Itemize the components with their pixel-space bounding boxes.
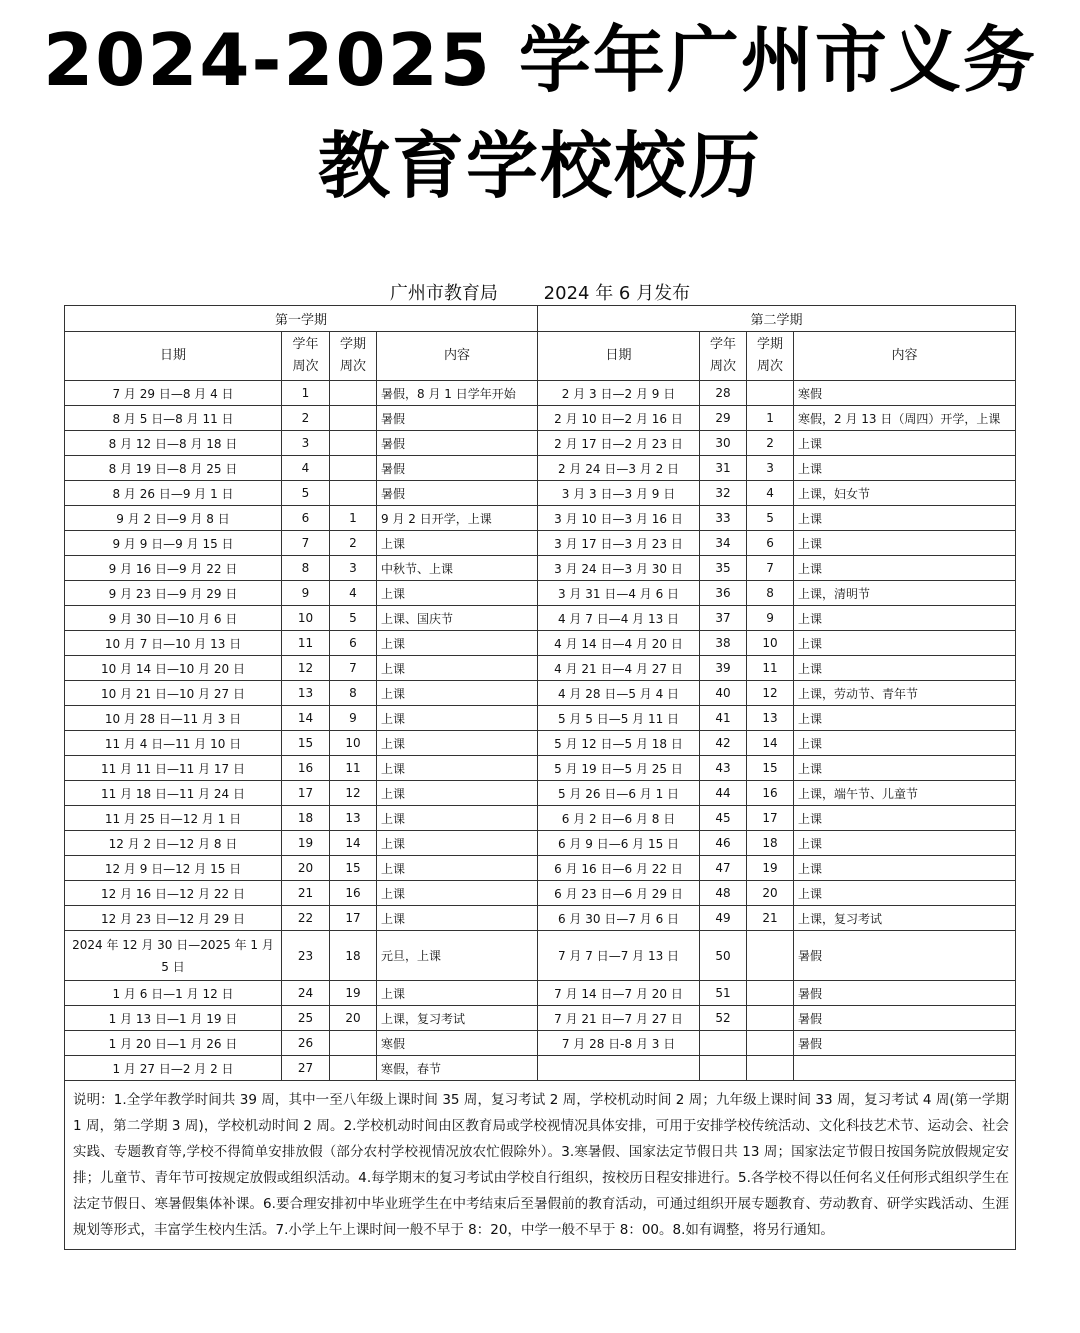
sem2-term-week: 10 (747, 631, 794, 656)
sem2-content: 上课，清明节 (794, 581, 1016, 606)
sem1-year-week: 8 (282, 556, 330, 581)
sem1-year-week: 7 (282, 531, 330, 556)
sem1-content: 9 月 2 日开学，上课 (377, 506, 538, 531)
sem2-content: 上课 (794, 881, 1016, 906)
sem1-term-week: 12 (330, 781, 377, 806)
sem2-date: 7 月 28 日-8 月 3 日 (538, 1031, 700, 1056)
table-row (65, 881, 1016, 906)
semester2-label: 第二学期 (538, 306, 1016, 332)
sem2-year-week: 42 (700, 731, 747, 756)
sem2-term-week: 9 (747, 606, 794, 631)
school-calendar-table (64, 305, 1016, 1250)
table-row (65, 531, 1016, 556)
note-row (65, 1081, 1016, 1250)
sem2-year-week: 34 (700, 531, 747, 556)
sem2-content: 暑假 (794, 1031, 1016, 1056)
table-row (65, 631, 1016, 656)
sem2-year-week: 39 (700, 656, 747, 681)
sem1-date: 7 月 29 日—8 月 4 日 (65, 381, 282, 406)
sem2-year-week: 48 (700, 881, 747, 906)
sem1-content: 暑假，8 月 1 日学年开始 (377, 381, 538, 406)
sem2-year-week: 36 (700, 581, 747, 606)
sem2-year-week: 47 (700, 856, 747, 881)
page-title-line1: 2024-2025 学年广州市义务 (43, 18, 1037, 102)
page-title-line2: 教育学校校历 (317, 124, 762, 208)
sem1-content: 上课 (377, 981, 538, 1006)
sem1-term-week: 3 (330, 556, 377, 581)
sem1-term-week: 5 (330, 606, 377, 631)
sem2-year-week: 35 (700, 556, 747, 581)
sem2-date (538, 1056, 700, 1081)
sem2-year-week: 38 (700, 631, 747, 656)
sem2-date: 6 月 23 日—6 月 29 日 (538, 881, 700, 906)
sem2-year-week: 40 (700, 681, 747, 706)
sem1-year-week: 13 (282, 681, 330, 706)
sem2-date: 3 月 24 日—3 月 30 日 (538, 556, 700, 581)
sem2-term-week (747, 931, 794, 981)
sem2-date: 3 月 31 日—4 月 6 日 (538, 581, 700, 606)
sem2-term-week: 3 (747, 456, 794, 481)
sem1-term-week: 2 (330, 531, 377, 556)
sem2-content: 上课 (794, 631, 1016, 656)
sem1-content: 上课 (377, 681, 538, 706)
sem1-year-week: 12 (282, 656, 330, 681)
sem2-date: 5 月 26 日—6 月 1 日 (538, 781, 700, 806)
sem2-year-week: 33 (700, 506, 747, 531)
sem2-content: 上课 (794, 656, 1016, 681)
sem1-term-week (330, 456, 377, 481)
table-row (65, 1031, 1016, 1056)
sem1-year-week: 3 (282, 431, 330, 456)
sem2-year-week: 45 (700, 806, 747, 831)
sem2-date: 3 月 3 日—3 月 9 日 (538, 481, 700, 506)
sem1-date: 11 月 11 日—11 月 17 日 (65, 756, 282, 781)
sem2-content: 上课 (794, 706, 1016, 731)
sem2-content: 上课，端午节、儿童节 (794, 781, 1016, 806)
sem1-term-week: 7 (330, 656, 377, 681)
table-row (65, 381, 1016, 406)
sem1-year-week: 25 (282, 1006, 330, 1031)
sem1-term-week: 4 (330, 581, 377, 606)
sem2-content: 上课 (794, 831, 1016, 856)
sem1-date: 8 月 19 日—8 月 25 日 (65, 456, 282, 481)
sem2-term-week: 17 (747, 806, 794, 831)
sem1-year-week: 26 (282, 1031, 330, 1056)
sem1-term-week: 20 (330, 1006, 377, 1031)
sem2-term-week: 5 (747, 506, 794, 531)
table-row (65, 431, 1016, 456)
sem1-term-week: 8 (330, 681, 377, 706)
table-row (65, 581, 1016, 606)
sem1-content: 上课 (377, 581, 538, 606)
sem2-content: 上课 (794, 431, 1016, 456)
sem2-year-week: 43 (700, 756, 747, 781)
sem2-year-week: 41 (700, 706, 747, 731)
sem2-term-week: 19 (747, 856, 794, 881)
sem1-year-week: 10 (282, 606, 330, 631)
semester-header-row (65, 306, 1016, 332)
sem2-date: 4 月 14 日—4 月 20 日 (538, 631, 700, 656)
sem2-content: 上课 (794, 556, 1016, 581)
sem1-term-week (330, 381, 377, 406)
sem2-term-week: 15 (747, 756, 794, 781)
sem2-date: 7 月 7 日—7 月 13 日 (538, 931, 700, 981)
sem1-date: 12 月 2 日—12 月 8 日 (65, 831, 282, 856)
sem1-date: 10 月 7 日—10 月 13 日 (65, 631, 282, 656)
sem2-date: 5 月 12 日—5 月 18 日 (538, 731, 700, 756)
header-term-week: 学期 周次 (747, 332, 794, 381)
column-header-row (65, 332, 1016, 381)
sem2-date: 6 月 2 日—6 月 8 日 (538, 806, 700, 831)
sem2-term-week: 11 (747, 656, 794, 681)
sem2-date: 5 月 19 日—5 月 25 日 (538, 756, 700, 781)
sem1-content: 元旦，上课 (377, 931, 538, 981)
table-row (65, 506, 1016, 531)
sem1-year-week: 16 (282, 756, 330, 781)
sem2-year-week: 49 (700, 906, 747, 931)
sem1-date: 10 月 14 日—10 月 20 日 (65, 656, 282, 681)
sem2-year-week: 31 (700, 456, 747, 481)
table-row (65, 656, 1016, 681)
sem2-year-week: 30 (700, 431, 747, 456)
sem1-date: 12 月 16 日—12 月 22 日 (65, 881, 282, 906)
sem2-term-week: 16 (747, 781, 794, 806)
sem2-content: 上课 (794, 756, 1016, 781)
sem2-term-week (747, 1056, 794, 1081)
sem1-year-week: 9 (282, 581, 330, 606)
sem1-year-week: 18 (282, 806, 330, 831)
sem1-term-week: 17 (330, 906, 377, 931)
sem2-content: 上课，妇女节 (794, 481, 1016, 506)
sem1-year-week: 6 (282, 506, 330, 531)
sem1-content: 上课 (377, 856, 538, 881)
sem2-date: 2 月 17 日—2 月 23 日 (538, 431, 700, 456)
sem1-content: 暑假 (377, 456, 538, 481)
sem2-content: 上课，复习考试 (794, 906, 1016, 931)
sem1-year-week: 1 (282, 381, 330, 406)
sem1-content: 上课 (377, 806, 538, 831)
sem1-term-week: 6 (330, 631, 377, 656)
sem1-date: 1 月 27 日—2 月 2 日 (65, 1056, 282, 1081)
table-row (65, 981, 1016, 1006)
sem1-content: 上课 (377, 781, 538, 806)
sem2-content: 寒假 (794, 381, 1016, 406)
sem2-term-week: 20 (747, 881, 794, 906)
sem1-date: 11 月 4 日—11 月 10 日 (65, 731, 282, 756)
sem1-year-week: 24 (282, 981, 330, 1006)
sem1-term-week (330, 406, 377, 431)
sem1-term-week (330, 1056, 377, 1081)
table-row (65, 781, 1016, 806)
sem1-term-week: 14 (330, 831, 377, 856)
sem2-term-week (747, 981, 794, 1006)
sem1-term-week (330, 431, 377, 456)
sem1-year-week: 2 (282, 406, 330, 431)
sem2-date: 5 月 5 日—5 月 11 日 (538, 706, 700, 731)
sem2-content: 上课 (794, 856, 1016, 881)
sem2-term-week (747, 381, 794, 406)
table-row (65, 931, 1016, 981)
sem2-term-week: 7 (747, 556, 794, 581)
sem1-term-week: 13 (330, 806, 377, 831)
sem2-term-week: 14 (747, 731, 794, 756)
sem2-year-week: 51 (700, 981, 747, 1006)
sem1-date: 11 月 18 日—11 月 24 日 (65, 781, 282, 806)
sem1-content: 暑假 (377, 406, 538, 431)
sem2-content: 暑假 (794, 981, 1016, 1006)
table-row (65, 906, 1016, 931)
sem2-content: 上课 (794, 506, 1016, 531)
table-row (65, 481, 1016, 506)
sem1-date: 12 月 9 日—12 月 15 日 (65, 856, 282, 881)
sem1-term-week: 1 (330, 506, 377, 531)
sem2-year-week: 29 (700, 406, 747, 431)
sem2-year-week (700, 1056, 747, 1081)
sem1-content: 上课、国庆节 (377, 606, 538, 631)
header-content: 内容 (794, 332, 1016, 381)
sem2-year-week: 37 (700, 606, 747, 631)
sem2-date: 7 月 21 日—7 月 27 日 (538, 1006, 700, 1031)
sem2-year-week (700, 1031, 747, 1056)
sem1-year-week: 4 (282, 456, 330, 481)
semester1-label: 第一学期 (65, 306, 538, 332)
sem2-content (794, 1056, 1016, 1081)
sem2-date: 2 月 10 日—2 月 16 日 (538, 406, 700, 431)
sem1-term-week (330, 1031, 377, 1056)
sem2-date: 3 月 10 日—3 月 16 日 (538, 506, 700, 531)
sem2-term-week: 21 (747, 906, 794, 931)
sem1-date: 2024 年 12 月 30 日—2025 年 1 月 5 日 (65, 931, 282, 981)
sem1-year-week: 14 (282, 706, 330, 731)
sem2-year-week: 50 (700, 931, 747, 981)
header-term-week: 学期 周次 (330, 332, 377, 381)
sem2-content: 上课 (794, 531, 1016, 556)
sem2-date: 6 月 30 日—7 月 6 日 (538, 906, 700, 931)
sem2-term-week: 6 (747, 531, 794, 556)
header-date: 日期 (65, 332, 282, 381)
sem1-year-week: 17 (282, 781, 330, 806)
sem2-date: 2 月 3 日—2 月 9 日 (538, 381, 700, 406)
sem2-term-week: 8 (747, 581, 794, 606)
sem2-term-week (747, 1031, 794, 1056)
sem2-year-week: 28 (700, 381, 747, 406)
sem1-date: 8 月 5 日—8 月 11 日 (65, 406, 282, 431)
sem1-term-week: 15 (330, 856, 377, 881)
sem1-content: 上课 (377, 531, 538, 556)
header-content: 内容 (377, 332, 538, 381)
sem2-term-week: 4 (747, 481, 794, 506)
sem1-content: 上课 (377, 906, 538, 931)
sem1-date: 10 月 21 日—10 月 27 日 (65, 681, 282, 706)
sem1-date: 9 月 2 日—9 月 8 日 (65, 506, 282, 531)
table-row (65, 731, 1016, 756)
sem1-term-week: 9 (330, 706, 377, 731)
sem2-term-week: 18 (747, 831, 794, 856)
sem1-date: 1 月 6 日—1 月 12 日 (65, 981, 282, 1006)
sem2-content: 上课 (794, 456, 1016, 481)
sem2-date: 3 月 17 日—3 月 23 日 (538, 531, 700, 556)
publisher-line (0, 279, 1080, 305)
table-row (65, 806, 1016, 831)
sem1-date: 9 月 30 日—10 月 6 日 (65, 606, 282, 631)
sem1-year-week: 20 (282, 856, 330, 881)
sem1-date: 1 月 13 日—1 月 19 日 (65, 1006, 282, 1031)
sem2-content: 上课 (794, 606, 1016, 631)
sem1-date: 10 月 28 日—11 月 3 日 (65, 706, 282, 731)
sem1-year-week: 11 (282, 631, 330, 656)
header-year-week: 学年 周次 (700, 332, 747, 381)
notes: 说明：1.全学年教学时间共 39 周，其中一至八年级上课时间 35 周，复习考试 2 周，学校机动时间 2 周；九年级上课时间 33 周，复习考试 4 周(第一学期 1 周，第二学期 3 周)，学校机动时间 2 周。2.学校机动时间由区教育局或学校视情况具体安排，可用于安排学校传统活动、文化科技艺术节、运动会、社会实践、专题教育等,学校不得简单安排放假（部分农村学校视情况放农忙假除外）。3.寒暑假、国家法定节假日共 13 周；国家法定节假日按国务院放假规定安排；儿童节、青年节可按规定放假或组织活动。4.每学期末的复习考试由学校自行组织，按校历日程安排进行。5.各学校不得以任何名义任何形式组织学生在法定节假日、寒暑假集体补课。6.要合理安排初中毕业班学生在中考结束后至暑假前的教育活动，可通过组织开展专题教育、劳动教育、研学实践活动、生涯规划等形式，丰富学生校内生活。7.小学上午上课时间一般不早于 8：20，中学一般不早于 8：00。8.如有调整，将另行通知。 (65, 1081, 1016, 1250)
sem2-date: 4 月 7 日—4 月 13 日 (538, 606, 700, 631)
sem2-term-week (747, 1006, 794, 1031)
sem2-term-week: 12 (747, 681, 794, 706)
table-row (65, 756, 1016, 781)
sem2-content: 寒假，2 月 13 日（周四）开学，上课 (794, 406, 1016, 431)
sem2-year-week: 44 (700, 781, 747, 806)
sem1-year-week: 21 (282, 881, 330, 906)
sem2-content: 暑假 (794, 931, 1016, 981)
sem1-term-week (330, 481, 377, 506)
sem1-year-week: 19 (282, 831, 330, 856)
sem1-content: 中秋节、上课 (377, 556, 538, 581)
sem1-year-week: 23 (282, 931, 330, 981)
sem2-year-week: 32 (700, 481, 747, 506)
sem2-date: 4 月 21 日—4 月 27 日 (538, 656, 700, 681)
sem2-content: 暑假 (794, 1006, 1016, 1031)
table-row (65, 456, 1016, 481)
publisher-org: 广州市教育局 (389, 283, 498, 304)
sem1-term-week: 10 (330, 731, 377, 756)
table-row (65, 556, 1016, 581)
sem2-term-week: 13 (747, 706, 794, 731)
sem1-term-week: 18 (330, 931, 377, 981)
sem1-content: 暑假 (377, 481, 538, 506)
publish-date: 2024 年 6 月发布 (543, 283, 691, 304)
sem1-date: 1 月 20 日—1 月 26 日 (65, 1031, 282, 1056)
table-row (65, 831, 1016, 856)
sem2-date: 7 月 14 日—7 月 20 日 (538, 981, 700, 1006)
header-year-week: 学年 周次 (282, 332, 330, 381)
sem1-date: 12 月 23 日—12 月 29 日 (65, 906, 282, 931)
sem1-date: 8 月 26 日—9 月 1 日 (65, 481, 282, 506)
table-row (65, 606, 1016, 631)
sem1-content: 上课 (377, 756, 538, 781)
sem2-content: 上课 (794, 731, 1016, 756)
sem2-date: 6 月 9 日—6 月 15 日 (538, 831, 700, 856)
table-row (65, 1006, 1016, 1031)
sem1-date: 8 月 12 日—8 月 18 日 (65, 431, 282, 456)
sem1-date: 9 月 23 日—9 月 29 日 (65, 581, 282, 606)
sem2-date: 2 月 24 日—3 月 2 日 (538, 456, 700, 481)
sem1-date: 9 月 9 日—9 月 15 日 (65, 531, 282, 556)
sem1-content: 寒假，春节 (377, 1056, 538, 1081)
sem1-year-week: 15 (282, 731, 330, 756)
sem2-content: 上课，劳动节、青年节 (794, 681, 1016, 706)
sem2-year-week: 46 (700, 831, 747, 856)
sem1-content: 上课 (377, 631, 538, 656)
sem1-content: 上课 (377, 731, 538, 756)
table-row (65, 706, 1016, 731)
sem1-date: 11 月 25 日—12 月 1 日 (65, 806, 282, 831)
sem2-content: 上课 (794, 806, 1016, 831)
sem1-date: 9 月 16 日—9 月 22 日 (65, 556, 282, 581)
sem1-year-week: 27 (282, 1056, 330, 1081)
sem2-year-week: 52 (700, 1006, 747, 1031)
table-row (65, 1056, 1016, 1081)
sem1-term-week: 11 (330, 756, 377, 781)
header-date: 日期 (538, 332, 700, 381)
sem2-date: 6 月 16 日—6 月 22 日 (538, 856, 700, 881)
sem1-content: 上课 (377, 706, 538, 731)
sem1-content: 暑假 (377, 431, 538, 456)
table-row (65, 406, 1016, 431)
sem1-content: 上课，复习考试 (377, 1006, 538, 1031)
sem1-year-week: 5 (282, 481, 330, 506)
sem1-year-week: 22 (282, 906, 330, 931)
sem1-term-week: 16 (330, 881, 377, 906)
sem1-content: 上课 (377, 831, 538, 856)
table-row (65, 681, 1016, 706)
sem2-term-week: 1 (747, 406, 794, 431)
sem2-term-week: 2 (747, 431, 794, 456)
table-row (65, 856, 1016, 881)
sem1-term-week: 19 (330, 981, 377, 1006)
sem1-content: 上课 (377, 656, 538, 681)
sem1-content: 寒假 (377, 1031, 538, 1056)
sem1-content: 上课 (377, 881, 538, 906)
sem2-date: 4 月 28 日—5 月 4 日 (538, 681, 700, 706)
